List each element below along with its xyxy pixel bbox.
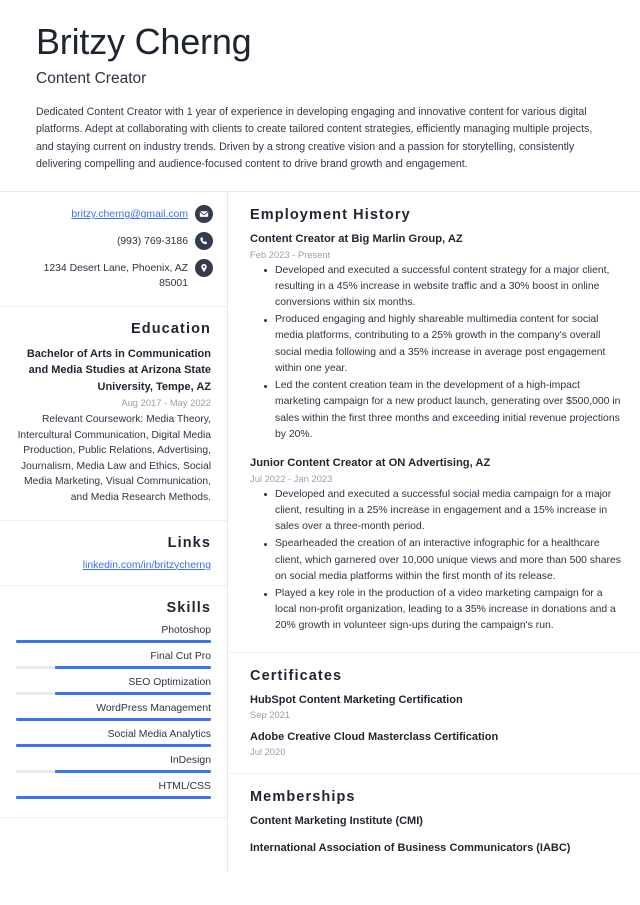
job-bullet: Produced engaging and highly shareable multimedia content for social media platforms, contributing to a 25% growth in the company's overall social media following and a 35% increase in average post engagement within one year. (264, 312, 622, 377)
job-bullet: Spearheaded the creation of an interactive infographic for a healthcare client, which garnered over 10,000 unique views and more than 500 shares on social media platforms within the first month of its release. (264, 536, 622, 585)
membership-item: Content Marketing Institute (CMI) (250, 815, 423, 828)
certificates-block (228, 653, 640, 775)
education-coursework: Relevant Coursework: Media Theory, Intercultural Communication, Digital Media Production, Public Relations, Advertising, Journalism, Media Law and Ethics, Social Media Marketing, Visual Communication, and Media Research Methods. (17, 413, 211, 504)
skill-track (16, 692, 211, 695)
skills-block (0, 586, 227, 818)
job-dates: Jul 2022 - Jan 2023 (250, 472, 333, 484)
phone-icon (195, 232, 213, 250)
contact-block (0, 192, 227, 307)
link-item[interactable]: linkedin.com/in/britzycherng (82, 559, 211, 571)
location-pin-icon (195, 259, 213, 277)
skill-label: HTML/CSS (158, 780, 211, 792)
certificate-entry (250, 730, 622, 757)
resume-header (0, 0, 640, 191)
job-entry (250, 456, 622, 635)
skill-item (16, 651, 211, 669)
memberships-block (228, 774, 640, 872)
skill-fill (16, 718, 211, 721)
membership-item: International Association of Business Communicators (IABC) (250, 841, 571, 854)
contact-email[interactable]: britzy.cherng@gmail.com (71, 208, 188, 220)
certificate-date: Sep 2021 (250, 709, 291, 721)
skill-fill (16, 744, 211, 747)
skill-label: SEO Optimization (128, 676, 211, 688)
contact-phone[interactable]: (993) 769-3186 (116, 235, 188, 247)
skill-label: Social Media Analytics (107, 728, 211, 740)
skill-fill (55, 666, 211, 669)
skill-item (16, 703, 211, 721)
page-title: Britzy Cherng (36, 21, 252, 62)
skill-fill (55, 692, 211, 695)
skill-item (16, 677, 211, 695)
skill-track (16, 666, 211, 669)
main-column (228, 192, 640, 872)
skill-item (16, 625, 211, 643)
job-dates: Feb 2023 - Present (250, 248, 331, 260)
skill-track (16, 744, 211, 747)
contact-address[interactable]: 1234 Desert Lane, Phoenix, AZ 85001 (43, 262, 188, 290)
job-bullets (250, 487, 622, 635)
contact-row-address[interactable] (14, 259, 213, 291)
header-job-title: Content Creator (36, 70, 147, 88)
skill-track (16, 718, 211, 721)
job-title: Content Creator at Big Marlin Group, AZ (250, 232, 463, 245)
contact-row-email[interactable] (14, 205, 213, 223)
job-bullet: Developed and executed a successful social media campaign for a major client, resulting in a 25% increase in engagement and a 15% increase in sales over a three-month period. (264, 487, 622, 536)
skill-track (16, 770, 211, 773)
skill-label: InDesign (169, 754, 211, 766)
links-heading: Links (167, 534, 211, 551)
skill-track (16, 796, 211, 799)
links-block (0, 521, 227, 586)
skill-label: WordPress Management (96, 702, 211, 714)
envelope-icon (195, 205, 213, 223)
skill-fill (16, 640, 211, 643)
employment-heading: Employment History (250, 206, 411, 223)
sidebar-column (0, 192, 228, 872)
certificate-date: Jul 2020 (250, 746, 286, 758)
memberships-heading: Memberships (250, 789, 356, 806)
skill-fill (16, 796, 211, 799)
education-heading: Education (131, 321, 211, 338)
certificate-name: Adobe Creative Cloud Masterclass Certification (250, 731, 499, 744)
skill-item (16, 781, 211, 799)
header-summary: Dedicated Content Creator with 1 year of experience in developing engaging and innovative content for various digital platforms. Adept at collaborating with clients to create tailored content strategies, efficiently managing multiple projects, and staying current on industry trends. Driven by a strong creative vision and a passion for storytelling, consistently delivering compelling and audience-focused content to drive brand growth and engagement. (36, 106, 593, 170)
certificate-name: HubSpot Content Marketing Certification (250, 693, 463, 706)
job-entry (250, 232, 622, 443)
employment-block (228, 192, 640, 653)
certificates-heading: Certificates (250, 667, 343, 684)
skill-label: Final Cut Pro (150, 650, 211, 662)
skill-fill (55, 770, 211, 773)
contact-row-phone[interactable] (14, 232, 213, 250)
job-bullet: Played a key role in the production of a video marketing campaign for a local non-profit organization, leading to a 35% increase in donations and a 20% growth in volunteer sign-ups during the campaign's run. (264, 586, 622, 635)
education-degree: Bachelor of Arts in Communication and Media Studies at Arizona State University, Tempe, AZ (26, 348, 211, 393)
education-block (0, 307, 227, 521)
job-bullets (250, 263, 622, 443)
job-bullet: Developed and executed a successful content strategy for a major client, resulting in a 45% increase in website traffic and a 30% boost in online conversions within six months. (264, 263, 622, 312)
job-bullet: Led the content creation team in the development of a high-impact marketing campaign for a new product launch, generating over $500,000 in sales within the first three months and exceeding initial revenue projections by 20%. (264, 378, 622, 443)
skill-item (16, 755, 211, 773)
education-dates: Aug 2017 - May 2022 (121, 396, 211, 408)
skill-track (16, 640, 211, 643)
skill-label: Photoshop (161, 624, 211, 636)
certificate-entry (250, 693, 622, 720)
job-title: Junior Content Creator at ON Advertising, AZ (250, 457, 491, 470)
resume-body (0, 192, 640, 872)
skills-heading: Skills (166, 599, 211, 616)
skill-item (16, 729, 211, 747)
